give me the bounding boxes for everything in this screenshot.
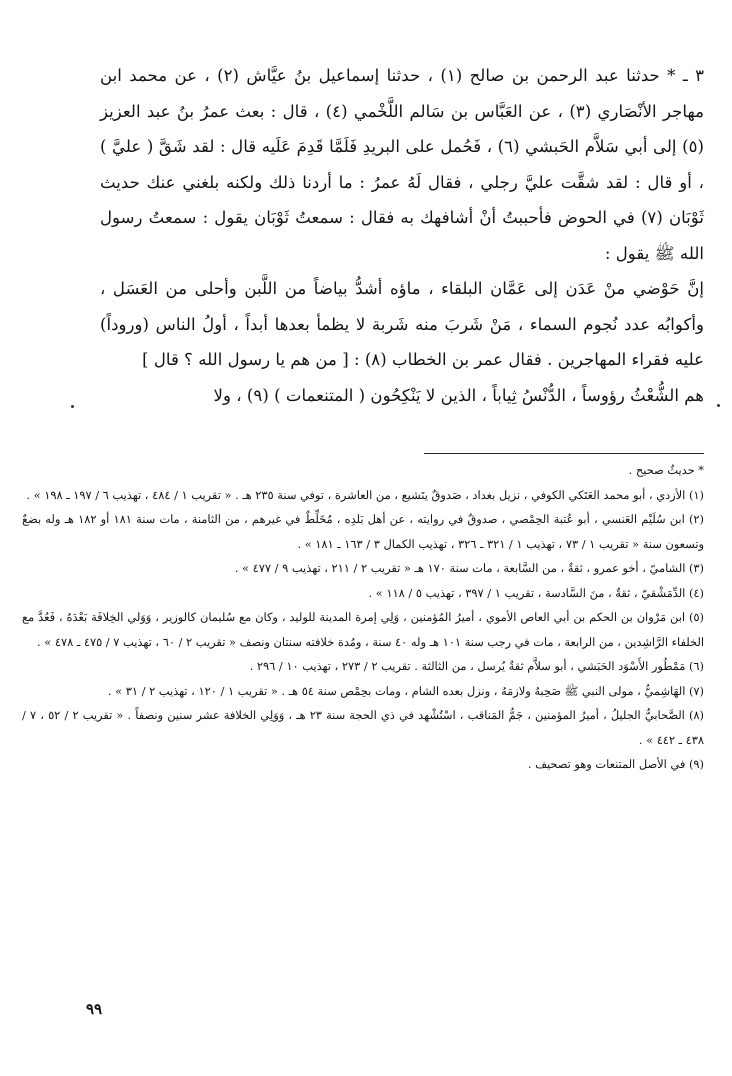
footnotes	[22, 458, 704, 777]
footnote-5: (٥) ابن مَرْوان بن الحكم بن أبي العاص الأموي ، أميرُ المُؤمنين ، وَلِي إمرة المدينة للوليد ، وكان مع سُليمان كالوزير ، وَوَلي الخِلافَة بَعْدَهُ ، فَعُدَّ مع الخلفاء الرَّاشِدين ، من الرابعة ، مات في رجب سنة ١٠١ هـ وله ٤٠ سنة ، ومُدة خلافته سنتان ونصف « تقريب ٢ / ٦٠ ، تهذيب ٧ / ٤٧٥ ـ ٤٧٨ » .	[22, 610, 704, 649]
footnote-2: (٢) ابن سُلَيْم العَنسي ، أبو عُتبة الحِمْصي ، صدوقٌ في روايته ، عن أهل بَلدِه ، مُخَلِّطٌ في غيرهم ، من الثامنة ، مات سنة ١٨١ أو ١٨٢ هـ وله بضعٌ وتسعون سنة « تقريب ١ / ٧٣ ، تهذيب ١ / ٣٢١ ـ ٣٢٦ ، تهذيب الكمال ٣ / ١٦٣ ـ ١٨١ » .	[22, 512, 704, 551]
hadith-main-text	[100, 58, 704, 413]
footnote-3: (٣) الشاميّ ، أخو عمرو ، ثقةٌ ، من السَّابعة ، مات سنة ١٧٠ هـ « تقريب ٢ / ٢١١ ، تهذيب ٩ / ٤٧٧ » .	[234, 561, 704, 575]
footnote-9: (٩) في الأصل المتنعات وهو تصحيف .	[527, 757, 704, 771]
margin-speck-right	[717, 404, 720, 407]
footnote-grade: * حديثٌ صحيح .	[628, 463, 704, 477]
footnote-4: (٤) الدِّمَشْقيّ ، ثقةٌ ، منَ السَّادسة ، تقريب ١ / ٣٩٧ ، تهذيب ٥ / ١١٨ » .	[368, 585, 704, 600]
margin-speck-left	[71, 405, 74, 408]
hadith-isnad-paragraph: ٣ ـ * حدثنا عبد الرحمن بن صالح (١) ، حدثنا إسماعيل بنُ عيَّاش (٢) ، عن محمد ابن مهاجر الأنْصَاري (٣) ، عن العَبَّاس بن سَالم اللَّخْمي (٤) ، قال : بعث عمرُ بنُ عبد العزيز (٥) إلى أبي سَلاَّم الحَبشي (٦) ، فَحُمل على البريدِ فَلَمَّا قَدِمَ عَلَيه قال : لقد شَقَّ ( عليَّ ) ، أو قال : لقد شقَّت عليَّ رجلي ، فقال لَهُ عمرُ : ما أردنا ذلك ولكنه بلغني عنك حديث ثَوْبَان (٧) في الحوض فأحببتُ أنْ أشافهك به فقال : سمعتُ ثَوْبَان يقول : سمعتُ رسول الله ﷺ يقول :	[100, 66, 704, 263]
hadith-matn-continuation: هم الشُّعْثُ رؤوساً ، الدُّنْسُ ثِياباً ، الذين لا يَنْكِحُون ( المتنعمات ) (٩) ، ولا	[213, 385, 704, 405]
footnote-7: (٧) الهَاشِميُّ ، مولى النبي ﷺ صَحِبهُ ولازمَهُ ، ونزل بعده الشام ، ومات بحِمْص سنة ٥٤ هـ . « تقريب ١ / ١٢٠ ، تهذيب ٢ / ٣١ » .	[107, 683, 704, 698]
footnote-separator	[424, 453, 704, 454]
hadith-matn-paragraph: إنَّ حَوْضي منْ عَدَن إلى عَمَّان البلقاء ، ماؤه أشدُّ بياضاً من اللَّبن وأحلى من العَسَل ، وأكوابُه عدد نُجوم السماء ، مَنْ شَربَ منه شَربة لا يظمأ بعدها أبداً ، أولُ الناس (وروداً) عليه فقراء المهاجرين . فقال عمر بن الخطاب (٨) : [ من هم يا رسول الله ؟ قال ]	[100, 279, 704, 369]
footnote-6: (٦) مَمْطُور الأَسْوَد الحَبَشي ، أبو سلاَّم ثقةٌ يُرسل ، من الثالثة . تقريب ٢ / ٢٧٣ ، تهذيب ١٠ / ٢٩٦ .	[249, 659, 704, 673]
footnote-1: (١) الأزدي ، أبو محمد العَتَكي الكوفي ، نزيل بغداد ، صَدوقٌ يتَشيع ، من العاشرة ، توفي سنة ٢٣٥ هـ . « تقريب ١ / ٤٨٤ ، تهذيب ٦ / ١٩٧ ـ ١٩٨ » .	[26, 487, 704, 502]
page-number: ٩٩	[86, 1000, 103, 1018]
footnote-8: (٨) الصَّحابيُّ الجليلُ ، أميرُ المؤمنين ، جَمُّ المَناقب ، اسْتُشْهد في ذي الحجة سنة ٢٣ هـ ، وَوَلِي الخلافة عشر سنين ونصفاً . « تقريب ٢ / ٥٢ ، ٧ / ٤٣٨ ـ ٤٤٢ » .	[22, 708, 704, 747]
